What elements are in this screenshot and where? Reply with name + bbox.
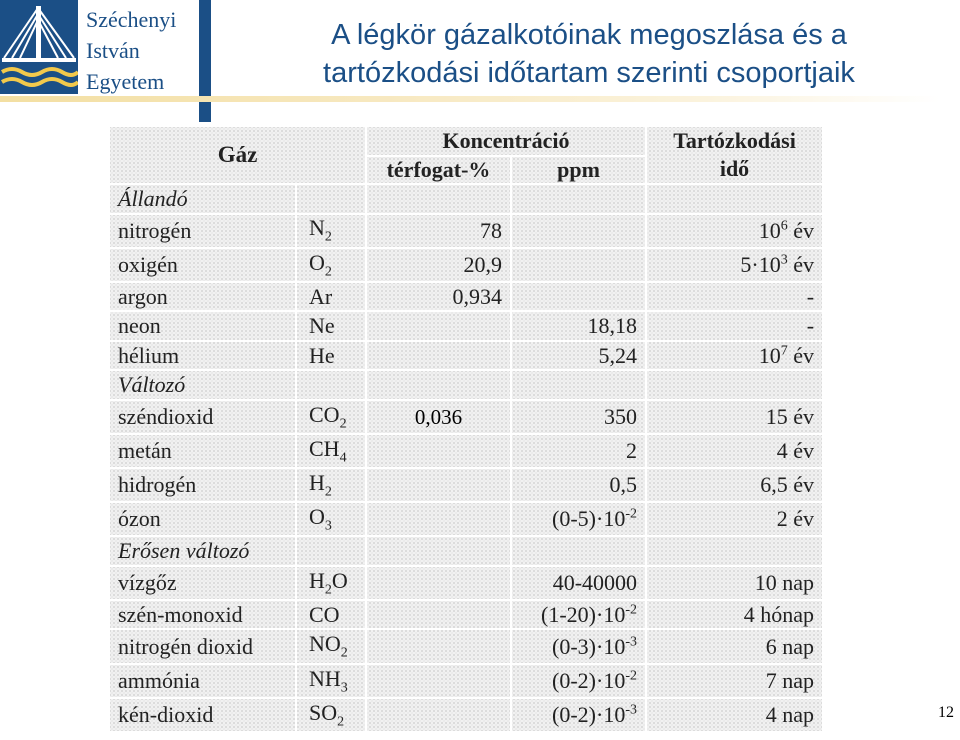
ppm-value [511, 282, 646, 312]
gas-name: metán [109, 434, 296, 468]
formula-main: CH [309, 435, 340, 461]
residence-time-text: 2 év [776, 506, 815, 532]
gas-formula [296, 282, 366, 312]
ppm-exponent: -2 [625, 506, 638, 522]
gas-formula [296, 400, 366, 434]
header-concentration: Koncentráció [366, 126, 646, 156]
atmospheric-gases-table [108, 125, 824, 733]
residence-time-text: - [806, 313, 815, 339]
table-row [109, 400, 823, 434]
university-name-line1: Széchenyi [86, 7, 177, 32]
ppm-text: (0-3)·10 [552, 633, 626, 659]
empty-cell [296, 184, 366, 214]
residence-time-text: 6 nap [765, 633, 815, 659]
ppm-value [511, 311, 646, 341]
ppm-text: (0-5)·10 [552, 506, 626, 532]
residence-time-text: 5·10 [740, 251, 781, 277]
bridge-wave-logo-icon [0, 0, 78, 94]
volume-percent-value [366, 502, 511, 536]
table-row [109, 468, 823, 502]
gas-formula [296, 341, 366, 371]
ppm-value [511, 664, 646, 698]
ppm-text: 40-40000 [552, 569, 638, 595]
volume-percent-value [366, 282, 511, 312]
formula-main: NO [309, 631, 341, 657]
category-label: Állandó [109, 184, 296, 214]
residence-time-text: 10 [758, 217, 781, 243]
gas-name: szén-monoxid [109, 600, 296, 630]
ppm-value [511, 248, 646, 282]
university-logo [0, 0, 78, 94]
formula-main: O [309, 504, 325, 530]
volume-percent-value [366, 664, 511, 698]
ppm-text: 350 [604, 403, 638, 429]
residence-time-text: 6,5 év [760, 472, 815, 498]
residence-time-value [646, 400, 823, 434]
empty-cell [646, 184, 823, 214]
volume-percent-value [366, 341, 511, 371]
table-row [109, 629, 823, 663]
empty-cell [646, 536, 823, 566]
formula-main: CO [309, 601, 340, 627]
volume-percent-text: 0,934 [452, 283, 503, 309]
ppm-value [511, 629, 646, 663]
gas-name: széndioxid [109, 400, 296, 434]
category-label: Változó [109, 370, 296, 400]
formula-subscript: 2 [324, 582, 332, 598]
header-gas: Gáz [109, 126, 366, 184]
formula-main: O [309, 249, 325, 275]
university-name-line3: Egyetem [86, 69, 165, 94]
empty-cell [296, 536, 366, 566]
formula-main: He [309, 342, 335, 368]
gas-name: ammónia [109, 664, 296, 698]
formula-main: H [309, 567, 325, 593]
gas-formula [296, 664, 366, 698]
empty-cell [646, 370, 823, 400]
ppm-text: (0-2)·10 [552, 701, 626, 727]
residence-time-text: 7 nap [765, 667, 815, 693]
ppm-text: (1-20)·10 [541, 601, 626, 627]
category-row [109, 536, 823, 566]
empty-cell [366, 536, 511, 566]
table-row [109, 566, 823, 600]
header-residence-time-line1: Tartózkodási [673, 128, 796, 153]
formula-subscript: 4 [339, 450, 347, 466]
table-row [109, 214, 823, 248]
gas-formula [296, 311, 366, 341]
ppm-value [511, 566, 646, 600]
slide-title-line2: tartózkodási időtartam szerinti csoportjaik [323, 57, 855, 89]
residence-time-text: 10 [758, 342, 781, 368]
empty-cell [511, 184, 646, 214]
category-row [109, 184, 823, 214]
ppm-value [511, 214, 646, 248]
ppm-exponent: -2 [625, 668, 638, 684]
university-name-line2: István [86, 38, 140, 63]
gas-formula [296, 468, 366, 502]
formula-main: Ne [309, 313, 335, 339]
ppm-text: (0-2)·10 [552, 667, 626, 693]
residence-time-text: 4 év [776, 437, 815, 463]
volume-percent-value [366, 566, 511, 600]
gas-formula [296, 434, 366, 468]
slide-title [218, 16, 960, 92]
formula-subscript: 3 [324, 518, 332, 534]
ppm-value [511, 434, 646, 468]
volume-percent-text: 0,036 [414, 404, 463, 429]
volume-percent-value [366, 600, 511, 630]
residence-time-text: 15 év [765, 403, 815, 429]
empty-cell [511, 536, 646, 566]
header-horizontal-bar [0, 96, 940, 102]
ppm-value [511, 341, 646, 371]
formula-main-2: O [331, 567, 348, 593]
residence-time-text: 4 hónap [743, 601, 815, 627]
residence-time-unit: év [787, 217, 815, 243]
volume-percent-value [366, 248, 511, 282]
residence-time-value [646, 341, 823, 371]
residence-time-exponent: 3 [780, 252, 788, 268]
ppm-value [511, 502, 646, 536]
gas-name: hidrogén [109, 468, 296, 502]
header-volume-percent: térfogat-% [366, 156, 511, 184]
volume-percent-value [366, 400, 511, 434]
residence-time-unit: év [787, 251, 815, 277]
residence-time-value [646, 282, 823, 312]
ppm-exponent: -3 [625, 702, 638, 718]
gas-name: nitrogén [109, 214, 296, 248]
header-vertical-bar [199, 0, 211, 122]
table-row [109, 434, 823, 468]
header-ppm: ppm [511, 156, 646, 184]
ppm-text: 0,5 [609, 472, 638, 498]
formula-main: NH [309, 665, 341, 691]
ppm-value [511, 698, 646, 732]
formula-main: SO [309, 699, 338, 725]
gas-name: hélium [109, 341, 296, 371]
residence-time-value [646, 600, 823, 630]
formula-subscript: 3 [340, 679, 348, 695]
gas-formula [296, 600, 366, 630]
formula-main: Ar [309, 283, 333, 309]
header-residence-time-line2: idő [719, 156, 750, 181]
volume-percent-text: 78 [480, 217, 503, 243]
table-row [109, 248, 823, 282]
formula-subscript: 2 [337, 714, 345, 730]
gas-name: argon [109, 282, 296, 312]
volume-percent-value [366, 468, 511, 502]
table-row [109, 664, 823, 698]
ppm-text: 18,18 [587, 313, 638, 339]
university-name [86, 4, 204, 97]
gas-name: kén-dioxid [109, 698, 296, 732]
formula-subscript: 2 [324, 263, 332, 279]
volume-percent-value [366, 214, 511, 248]
table-body [109, 184, 823, 732]
residence-time-text: 4 nap [765, 701, 815, 727]
table-row [109, 502, 823, 536]
gas-formula [296, 629, 366, 663]
formula-main: CO [309, 401, 340, 427]
ppm-exponent: -2 [625, 602, 638, 618]
volume-percent-value [366, 629, 511, 663]
gas-table-image [108, 125, 822, 733]
gas-formula [296, 566, 366, 600]
gas-name: vízgőz [109, 566, 296, 600]
empty-cell [511, 370, 646, 400]
page-number: 12 [938, 704, 954, 721]
residence-time-value [646, 629, 823, 663]
volume-percent-value [366, 698, 511, 732]
residence-time-exponent: 7 [780, 343, 788, 359]
residence-time-value [646, 311, 823, 341]
residence-time-text: - [806, 283, 815, 309]
volume-percent-text: 20,9 [463, 251, 503, 277]
header-residence-time [646, 126, 823, 184]
formula-main: H [309, 469, 325, 495]
ppm-value [511, 600, 646, 630]
ppm-text: 5,24 [598, 342, 638, 368]
gas-formula [296, 214, 366, 248]
ppm-text: 2 [626, 437, 638, 463]
ppm-value [511, 468, 646, 502]
residence-time-exponent: 6 [780, 218, 788, 234]
gas-formula [296, 248, 366, 282]
residence-time-value [646, 248, 823, 282]
gas-name: nitrogén dioxid [109, 629, 296, 663]
gas-name: ózon [109, 502, 296, 536]
formula-main: N [309, 215, 325, 241]
ppm-value [511, 400, 646, 434]
empty-cell [366, 184, 511, 214]
table-row [109, 600, 823, 630]
gas-formula [296, 502, 366, 536]
category-row [109, 370, 823, 400]
formula-subscript: 2 [340, 645, 348, 661]
ppm-exponent: -3 [625, 634, 638, 650]
slide-title-line1: A légkör gázalkotóinak megoszlása és a [331, 19, 847, 51]
residence-time-value [646, 664, 823, 698]
residence-time-value [646, 468, 823, 502]
gas-formula [296, 698, 366, 732]
category-label: Erősen változó [109, 536, 296, 566]
volume-percent-value [366, 311, 511, 341]
table-row [109, 698, 823, 732]
residence-time-value [646, 434, 823, 468]
residence-time-value [646, 502, 823, 536]
formula-subscript: 2 [324, 229, 332, 245]
formula-subscript: 2 [339, 416, 347, 432]
table-row [109, 311, 823, 341]
residence-time-value [646, 214, 823, 248]
gas-name: oxigén [109, 248, 296, 282]
table-row [109, 341, 823, 371]
residence-time-value [646, 566, 823, 600]
table-row [109, 282, 823, 312]
residence-time-value [646, 698, 823, 732]
residence-time-text: 10 nap [754, 569, 815, 595]
gas-name: neon [109, 311, 296, 341]
empty-cell [296, 370, 366, 400]
formula-subscript: 2 [324, 484, 332, 500]
empty-cell [366, 370, 511, 400]
volume-percent-value [366, 434, 511, 468]
residence-time-unit: év [787, 342, 815, 368]
